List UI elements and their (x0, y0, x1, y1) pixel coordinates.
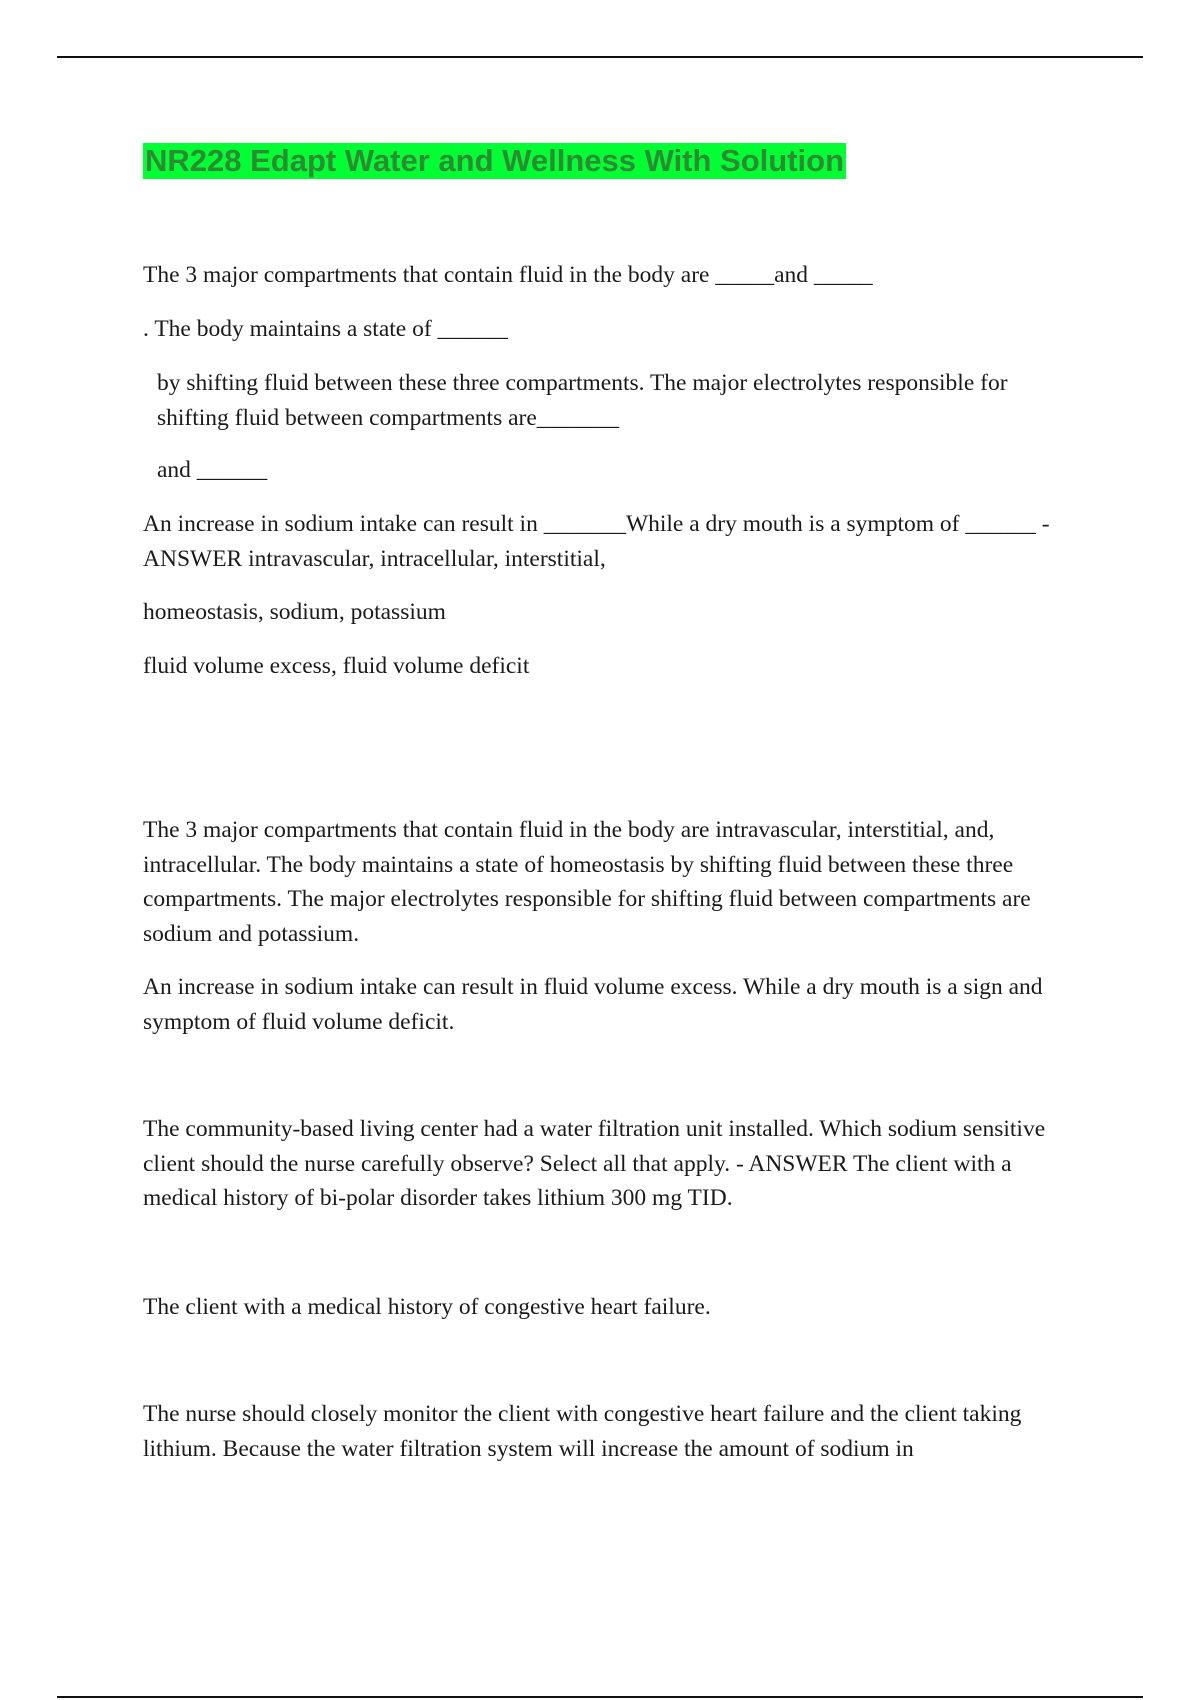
document-title: NR228 Edapt Water and Wellness With Solution (145, 143, 845, 178)
paragraph-answer-line-3: fluid volume excess, fluid volume deficit (143, 653, 530, 679)
paragraph-question-filtration: The community-based living center had a water filtration unit installed. Which sodium sensitive client should the nurse carefully observe? Select all that apply. - ANSWER The client with a medical history of bi-polar disorder takes lithium 300 mg TID. (143, 1116, 1046, 1211)
paragraph-question-blanks-3: by shifting fluid between these three compartments. The major electrolytes responsible for shifting fluid between compartments are_______ (157, 370, 1008, 431)
paragraph-rationale-compartments: The 3 major compartments that contain fluid in the body are intravascular, interstitial, and, intracellular. The body maintains a state of homeostasis by shifting fluid between these three compartments. The major electrolytes responsible for shifting fluid between compartments are sodium and potassium. (143, 817, 1031, 947)
paragraph-question-answer: An increase in sodium intake can result in _______While a dry mouth is a symptom of ______ - ANSWER intravascular, intracellular, interstitial, (143, 511, 1050, 572)
paragraph-answer-chf: The client with a medical history of congestive heart failure. (143, 1294, 711, 1320)
header-rule (57, 56, 1143, 58)
footer-rule (57, 1696, 1143, 1698)
paragraph-answer-line-2: homeostasis, sodium, potassium (143, 599, 446, 625)
paragraph-question-blanks-1: The 3 major compartments that contain fluid in the body are _____and _____ (143, 262, 873, 288)
paragraph-rationale-sodium: An increase in sodium intake can result in fluid volume excess. While a dry mouth is a sign and symptom of fluid volume deficit. (143, 974, 1043, 1035)
paragraph-question-blanks-4: and ______ (157, 457, 268, 483)
paragraph-rationale-monitor: The nurse should closely monitor the client with congestive heart failure and the client taking lithium. Because the water filtration system will increase the amount of sodium in (143, 1401, 1022, 1462)
paragraph-question-blanks-2: . The body maintains a state of ______ (143, 316, 509, 342)
